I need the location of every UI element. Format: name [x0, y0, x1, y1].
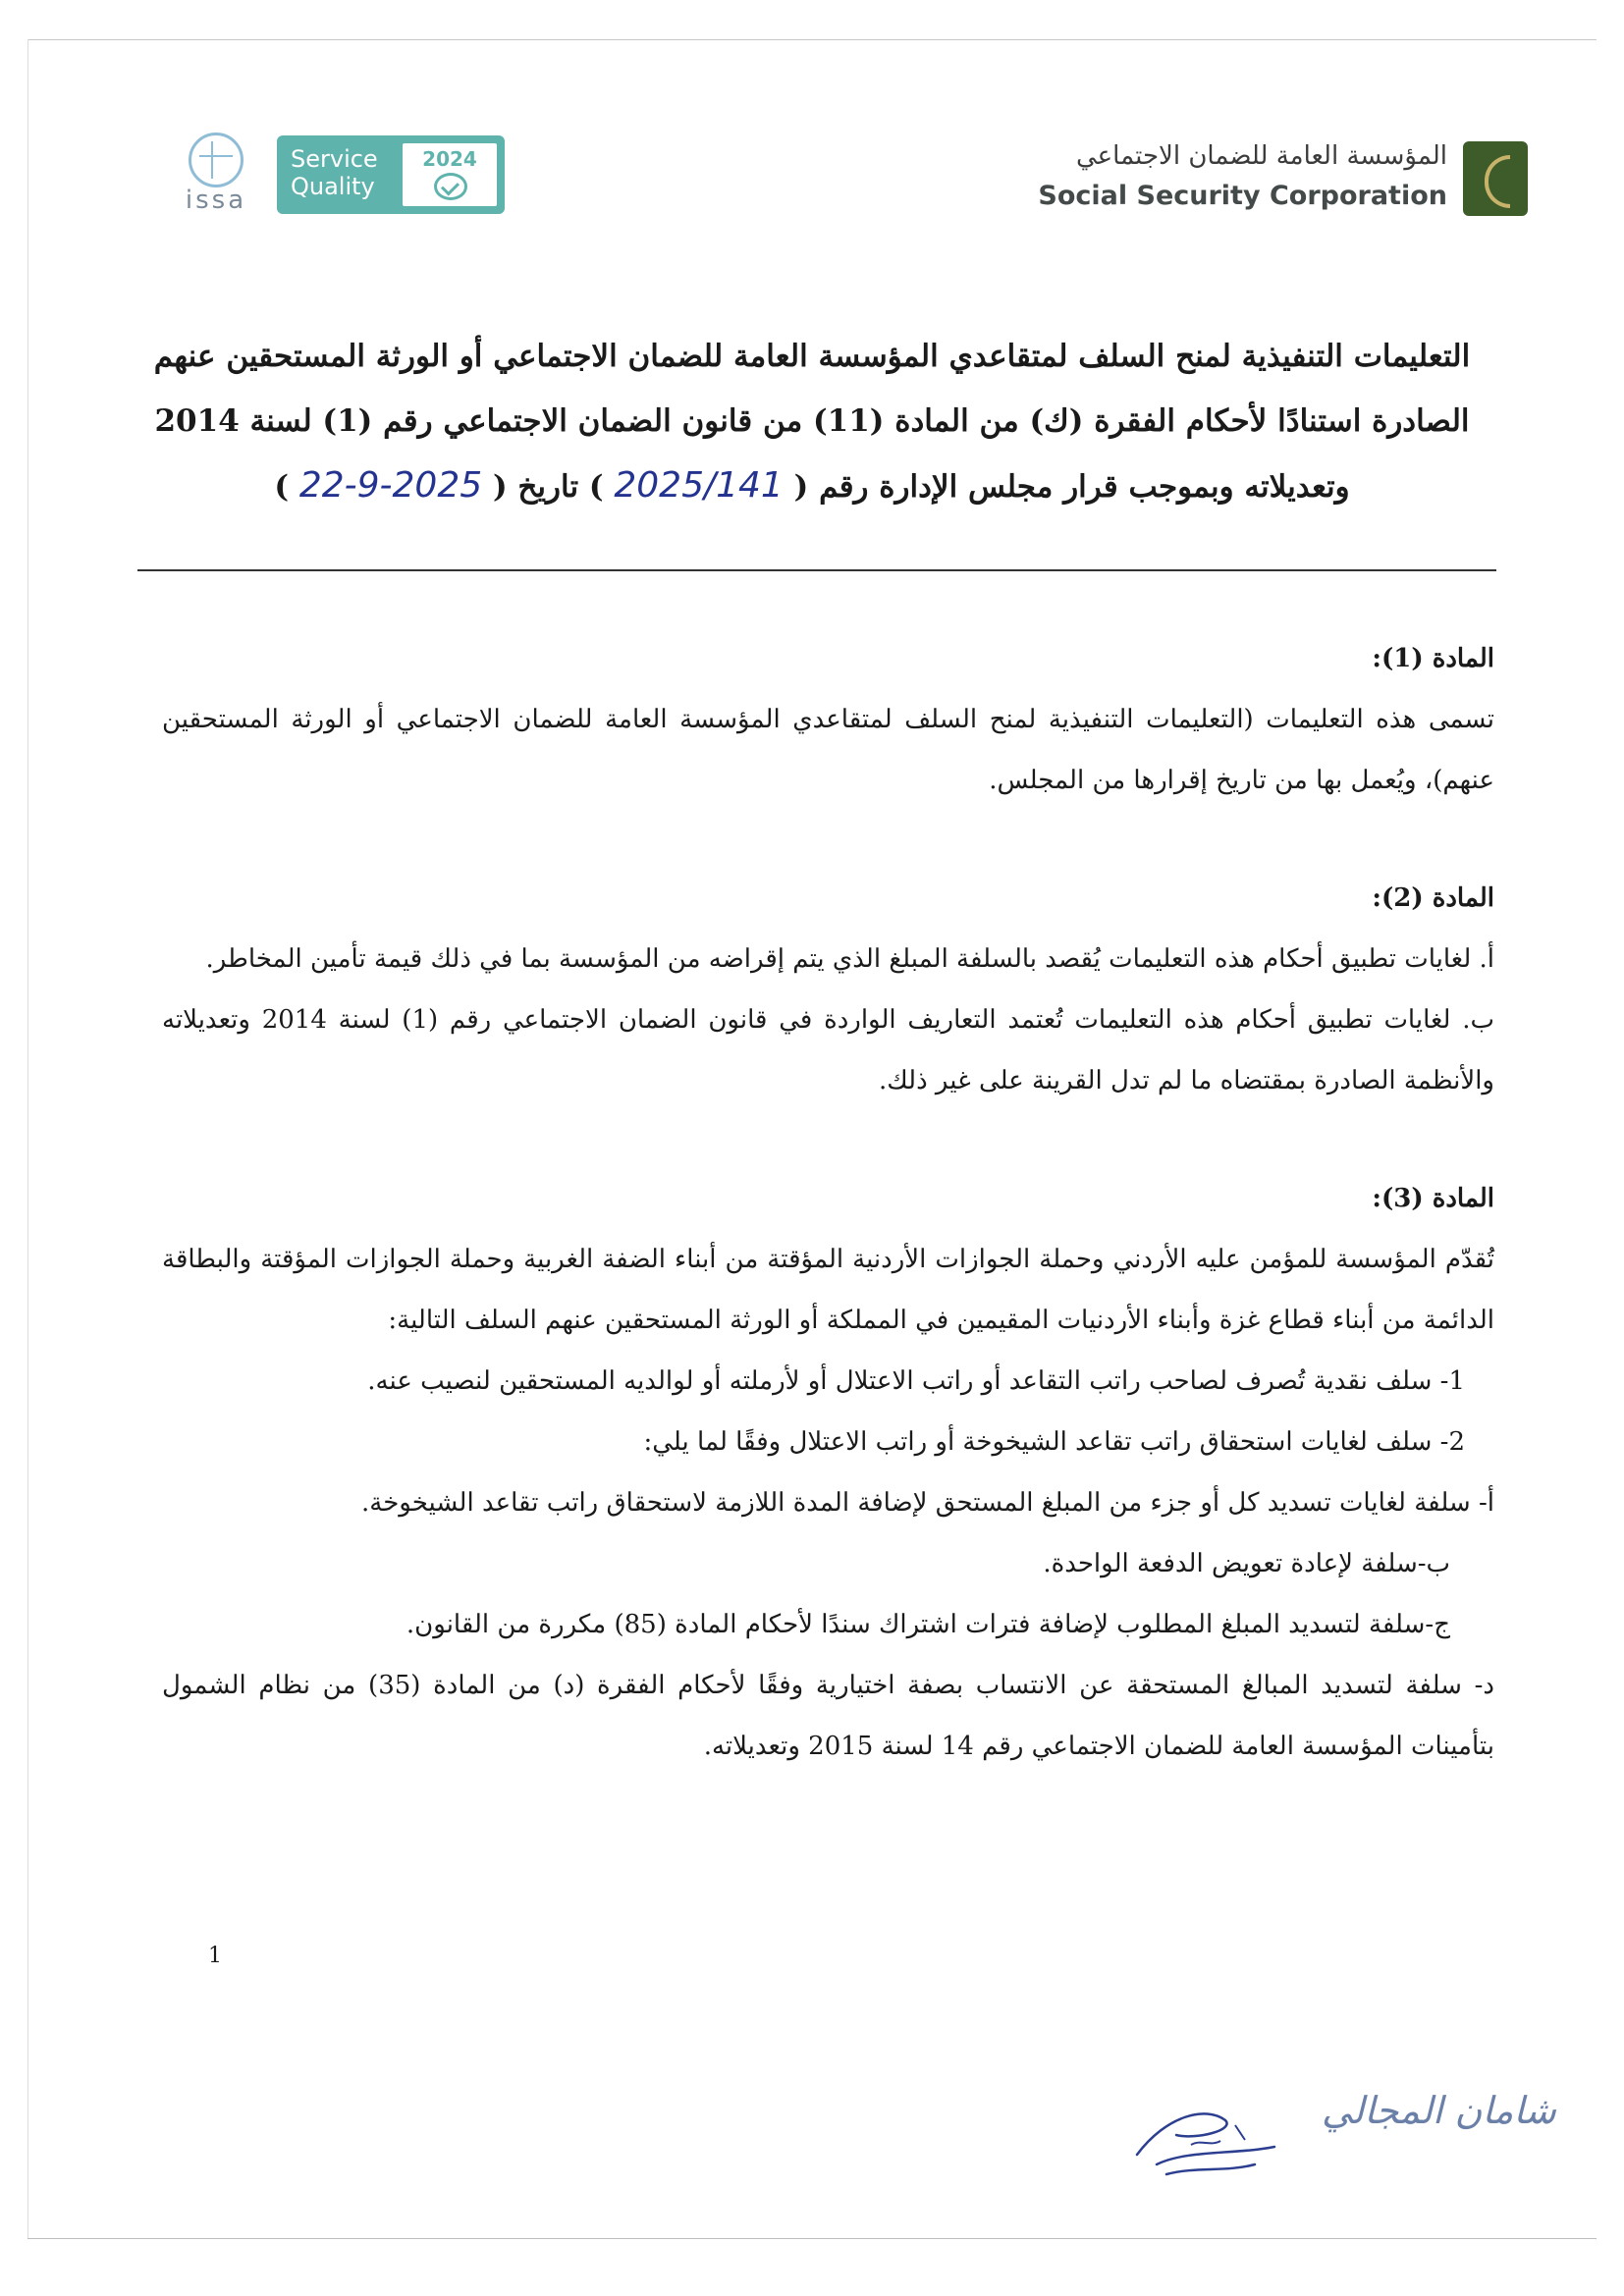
page-bottom-line — [27, 2238, 1597, 2239]
decision-date: 2025-9-22 — [298, 465, 483, 506]
article-2-item-b: ب. لغايات تطبيق أحكام هذه التعليمات تُعتمد التعاريف الواردة في قانون الضمان الاجتماعي رقم (1) لسنة 2014 وتعديلاته والأنظمة الصادرة بمقتضاه ما لم تدل القرينة على غير ذلك. — [162, 1005, 1494, 1095]
title-line-3-part-a: وتعديلاته وبموجب قرار مجلس الإدارة رقم ( — [793, 469, 1350, 505]
article-3-sub-a: أ- سلفة لغايات تسديد كل أو جزء من المبلغ المستحق لإضافة المدة اللازمة لاستحقاق راتب تقاعد الشيخوخة. — [361, 1488, 1494, 1518]
article-1-heading: المادة (1): — [1372, 644, 1494, 673]
article-3-heading: المادة (3): — [1372, 1184, 1494, 1213]
article-1-text: تسمى هذه التعليمات (التعليمات التنفيذية لمنح السلف لمتقاعدي المؤسسة العامة للضمان الاجتماعي أو الورثة المستحقين عنهم)، ويُعمل بها من تاريخ إقرارها من المجلس. — [162, 705, 1494, 795]
page-top-line — [27, 39, 1597, 40]
title-line-3-part-c: ) — [274, 469, 290, 505]
org-name-arabic: المؤسسة العامة للضمان الاجتماعي — [1075, 141, 1447, 171]
article-3-sub-b: ب-سلفة لإعادة تعويض الدفعة الواحدة. — [1043, 1549, 1450, 1578]
article-3-intro: تُقدّم المؤسسة للمؤمن عليه الأردني وحملة الجوازات الأردنية المؤقتة من أبناء الضفة الغربية وحملة الجوازات المؤقتة والبطاقة الدائمة من أبناء قطاع غزة وأبناء الأردنيات المقيمين في المملكة أو الورثة المستحقين عنهم السلف التالية: — [162, 1245, 1494, 1335]
page-number: 1 — [208, 1944, 222, 1968]
service-quality-year-box — [401, 141, 499, 208]
document-title — [128, 324, 1496, 519]
org-name-english: Social Security Corporation — [1038, 181, 1447, 211]
title-separator — [137, 569, 1496, 571]
signature-name: شامان المجالي — [1322, 2089, 1556, 2132]
title-line-2: الصادرة استنادًا لأحكام الفقرة (ك) من المادة (11) من قانون الضمان الاجتماعي رقم (1) لسنة 2014 — [154, 403, 1470, 439]
article-2-item-a: أ. لغايات تطبيق أحكام هذه التعليمات يُقصد بالسلفة المبلغ الذي يتم إقراضه من المؤسسة بما في ذلك قيمة تأمين المخاطر. — [205, 944, 1494, 974]
ssc-header — [1038, 137, 1528, 226]
service-quality-badge — [277, 135, 505, 214]
article-3-sub-d: د- سلفة لتسديد المبالغ المستحقة عن الانتساب بصفة اختيارية وفقًا لأحكام الفقرة (د) من المادة (35) من نظام الشمول بتأمينات المؤسسة العامة للضمان الاجتماعي رقم 14 لسنة 2015 وتعديلاته. — [162, 1671, 1495, 1761]
service-quality-text: Service Quality — [291, 145, 378, 200]
page-left-line — [27, 39, 28, 2238]
article-3-item-1: 1- سلف نقدية تُصرف لصاحب راتب التقاعد أو راتب الاعتلال أو لأرملته أو لوالديه المستحقين لنصيب عنه. — [367, 1366, 1465, 1396]
article-2-heading: المادة (2): — [1372, 883, 1494, 913]
article-3-sub-c: ج-سلفة لتسديد المبلغ المطلوب لإضافة فترات اشتراك سندًا لأحكام المادة (85) مكررة من القانون. — [406, 1610, 1450, 1639]
article-3-item-2: 2- سلف لغايات استحقاق راتب تقاعد الشيخوخة أو راتب الاعتلال وفقًا لما يلي: — [643, 1427, 1465, 1457]
handwritten-signature — [1098, 2096, 1304, 2184]
service-quality-year: 2024 — [422, 147, 477, 171]
title-line-3-part-b: ) تاريخ ( — [492, 469, 604, 505]
title-line-1: التعليمات التنفيذية لمنح السلف لمتقاعدي المؤسسة العامة للضمان الاجتماعي أو الورثة المستحقين عنهم — [153, 339, 1471, 374]
issa-logo — [177, 133, 255, 215]
checkmark-icon — [434, 173, 467, 200]
decision-number: 2025/141 — [614, 465, 784, 506]
document-body — [162, 628, 1494, 1777]
globe-icon — [189, 133, 244, 187]
ssc-logo-icon — [1463, 141, 1528, 216]
issa-logo-text: issa — [185, 186, 247, 215]
title-line-3 — [128, 454, 1496, 519]
